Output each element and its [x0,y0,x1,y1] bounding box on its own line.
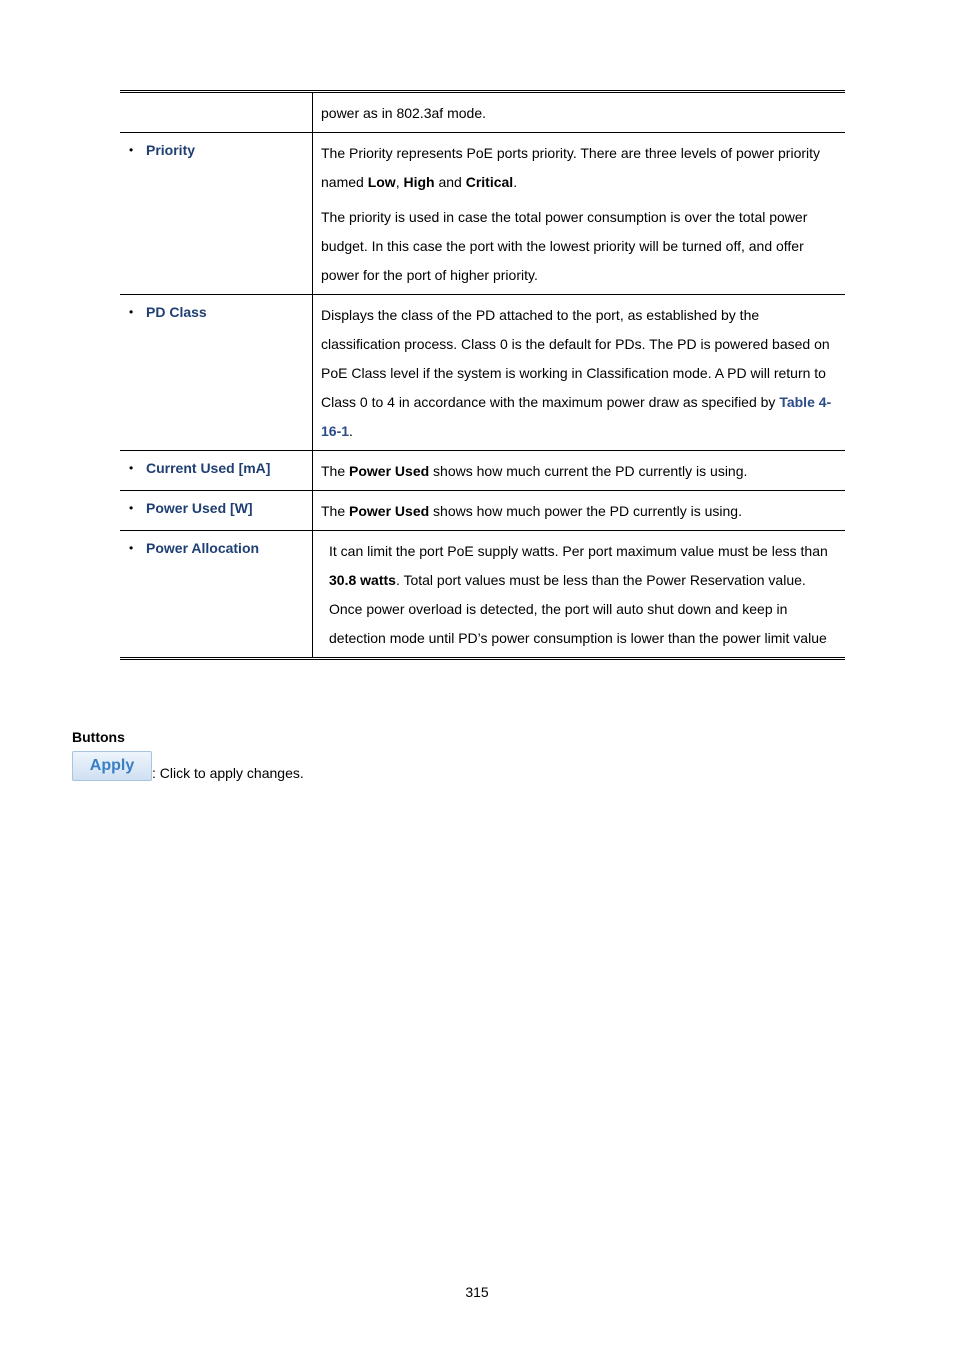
description-cell [313,531,845,657]
buttons-heading: Buttons [72,729,125,745]
description-cell [313,491,845,530]
parameter-cell [120,491,313,530]
description-paragraph: It can limit the port PoE supply watts. Per port maximum value must be less than 30.8 watts. Total port values must be less than the Power Reservation value. Once power overload is detected, the port will auto shut down and keep in detection mode until PD’s power consumption is lower than the power limit value [329,543,828,646]
bullet-icon: • [129,461,134,475]
apply-text: : Click to apply changes. [152,765,304,781]
bullet-icon: • [129,501,134,515]
apply-description [72,751,304,781]
bullet-icon: • [129,305,134,319]
description-paragraph: The Priority represents PoE ports priority. There are three levels of power priority named Low, High and Critical. [321,145,821,190]
bullet-icon: • [129,541,134,555]
table-row [120,133,845,295]
parameter-name: • Power Used [W] [129,500,253,516]
parameter-table [120,90,845,660]
table-row [120,531,845,657]
parameter-cell [120,295,313,450]
page-number: 315 [465,1284,489,1300]
parameter-cell [120,133,313,294]
parameter-cell [120,451,313,490]
table-row [120,93,845,133]
description-cell [313,295,845,450]
apply-button[interactable]: Apply [72,751,152,781]
description-paragraph: The Power Used shows how much current the PD currently is using. [321,463,748,479]
description-paragraph: power as in 802.3af mode. [321,105,486,121]
bullet-icon: • [129,143,134,157]
description-cell [313,133,845,294]
description-paragraph: Displays the class of the PD attached to the port, as established by the classification process. Class 0 is the default for PDs. The PD is powered based on PoE Class level if the system is working in Classification mode. A PD will return to Class 0 to 4 in accordance with the maximum power draw as specified by Table 4-16-1. [321,307,832,439]
description-cell [313,93,845,132]
parameter-cell [120,531,313,657]
table-row [120,295,845,451]
table-reference-link[interactable]: Table 4-16-1 [321,394,832,439]
parameter-name: • Power Allocation [129,540,260,556]
table-row [120,491,845,531]
parameter-name: • Current Used [mA] [129,460,271,476]
description-paragraph: The priority is used in case the total power consumption is over the total power budget. In this case the port with the lowest priority will be turned off, and offer power for the port of higher priority. [321,209,808,283]
description-cell [313,451,845,490]
description-paragraph: The Power Used shows how much power the PD currently is using. [321,503,742,519]
parameter-name: • PD Class [129,304,207,320]
parameter-name: • Priority [129,142,196,158]
table-row [120,451,845,491]
parameter-cell [120,93,313,132]
